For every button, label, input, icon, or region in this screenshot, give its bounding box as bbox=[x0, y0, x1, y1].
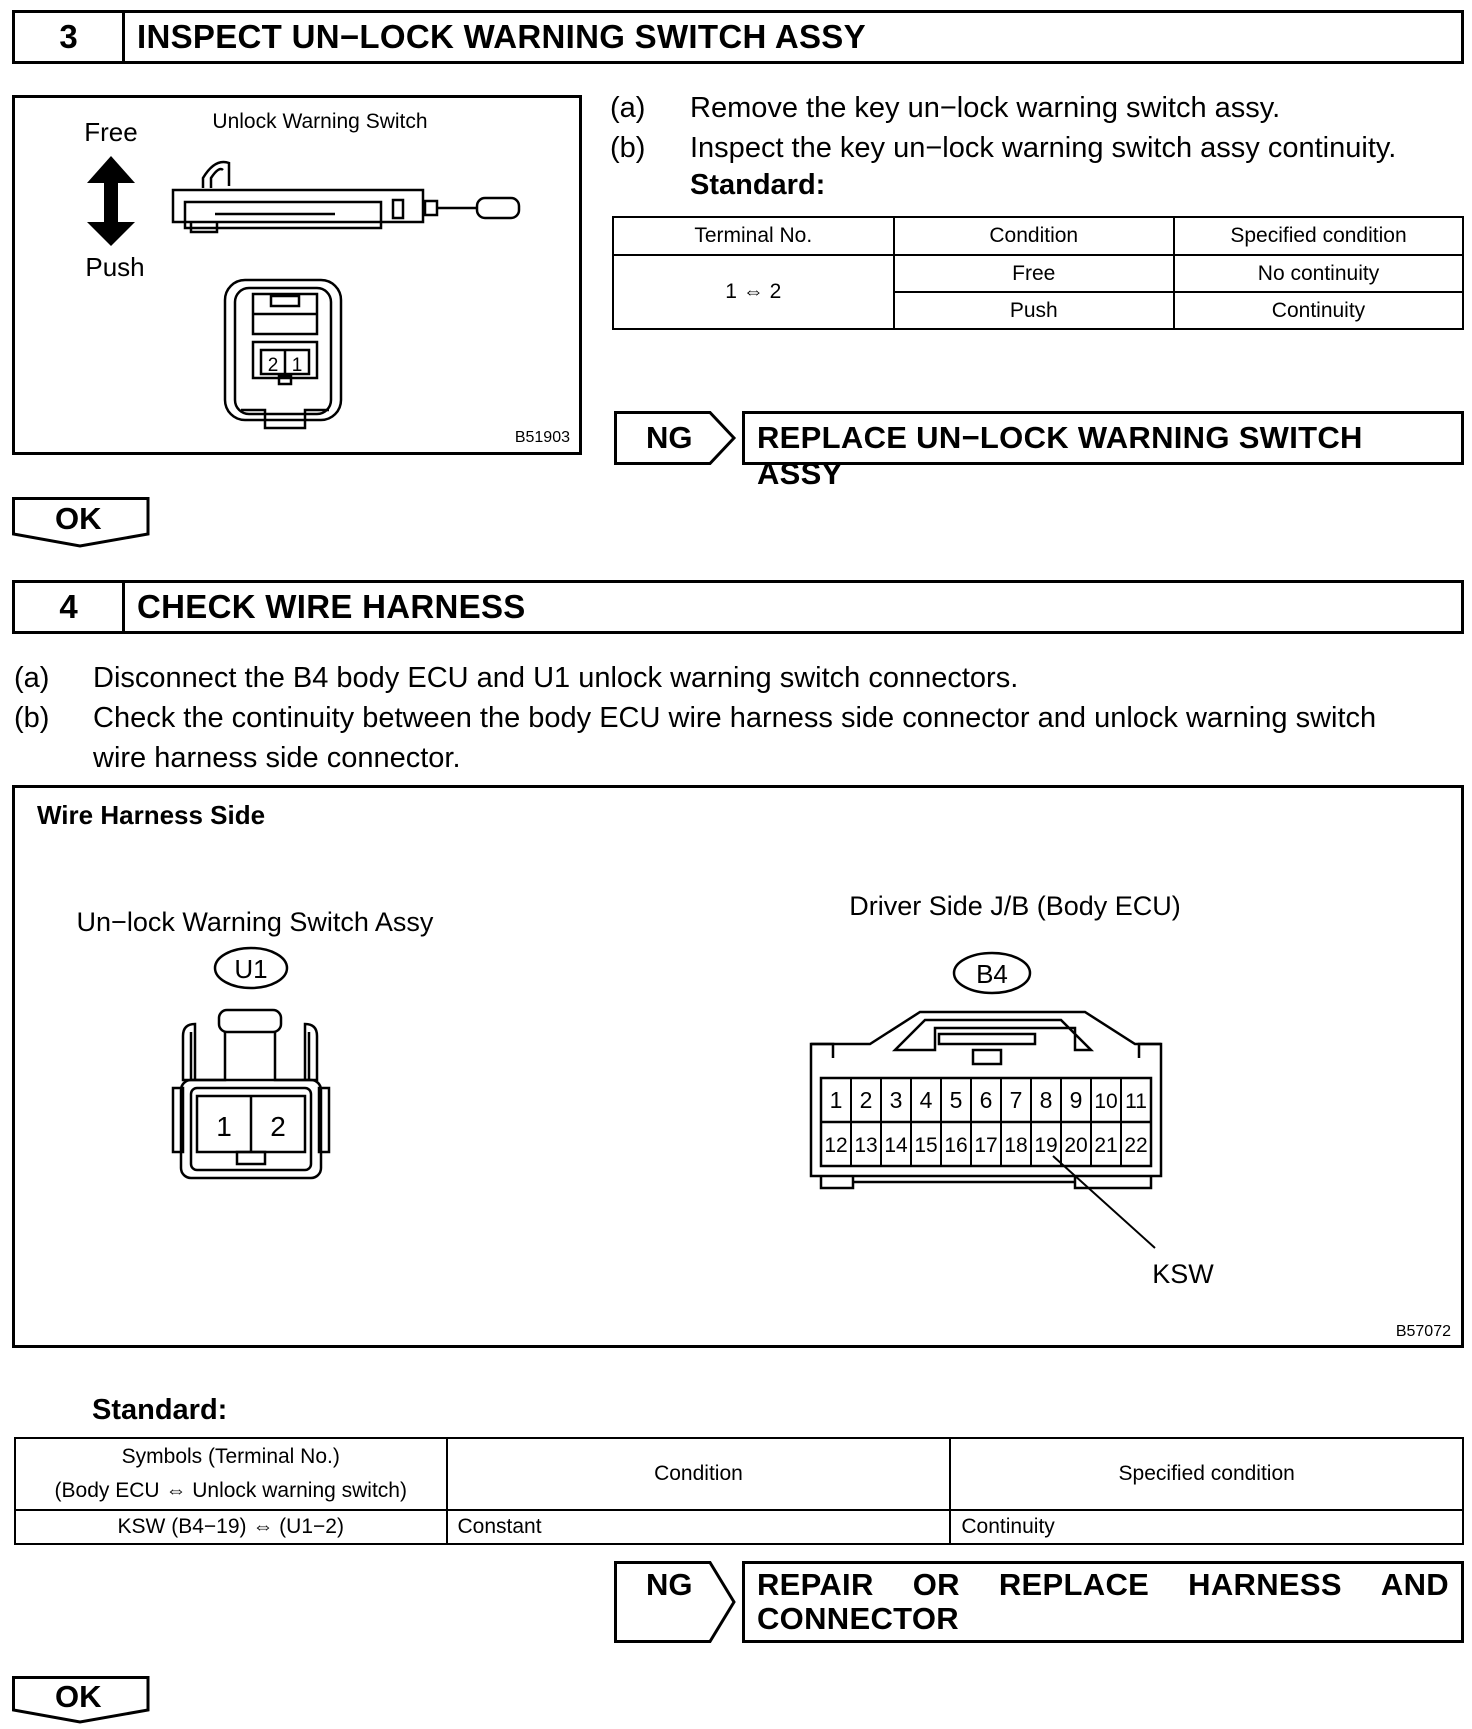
step3-instruction-a-text: Remove the key un−lock warning switch assy. bbox=[690, 92, 1281, 124]
ng-action-line2: CONNECTOR bbox=[757, 1601, 959, 1636]
step3-ok-label: OK bbox=[55, 501, 102, 536]
header-condition: Condition bbox=[894, 217, 1175, 255]
pin-2-label: 2 bbox=[267, 355, 279, 376]
header-condition-4: Condition bbox=[447, 1438, 951, 1510]
free-label: Free bbox=[84, 117, 138, 147]
u1-caption: Un−lock Warning Switch Assy bbox=[76, 907, 434, 937]
b4-pin-17: 17 bbox=[974, 1134, 998, 1157]
row-symbol: KSW (B4−19) ⇔ (U1−2) bbox=[15, 1510, 447, 1544]
header-symbols-line2: (Body ECU ⇔ Unlock warning switch) bbox=[54, 1479, 407, 1502]
b4-id: B4 bbox=[976, 959, 1008, 989]
b4-pin-1: 1 bbox=[829, 1087, 843, 1113]
step4-header bbox=[12, 580, 1464, 634]
pin-1-label: 1 bbox=[291, 355, 303, 376]
row-condition: Constant bbox=[447, 1510, 951, 1544]
header-terminal: Terminal No. bbox=[613, 217, 894, 255]
step4-title: CHECK WIRE HARNESS bbox=[137, 588, 526, 625]
b4-pin-18: 18 bbox=[1004, 1134, 1028, 1157]
step4-instruction-a-text: Disconnect the B4 body ECU and U1 unlock warning switch connectors. bbox=[93, 662, 1019, 694]
step3-ng-result bbox=[614, 411, 1464, 491]
b4-pin-20: 20 bbox=[1064, 1134, 1088, 1157]
b4-pin-22: 22 bbox=[1124, 1134, 1148, 1157]
step4-instruction-b bbox=[14, 698, 1466, 738]
step3-header bbox=[12, 10, 1464, 64]
switch-figure bbox=[12, 95, 582, 455]
figure-caption: Unlock Warning Switch bbox=[212, 110, 428, 133]
step4-spec-table bbox=[14, 1437, 1464, 1545]
b4-pin-11: 11 bbox=[1125, 1090, 1147, 1113]
figure-code: B51903 bbox=[514, 429, 570, 446]
step4-instruction-b-cont-text: wire harness side connector. bbox=[93, 742, 461, 774]
push-label: Push bbox=[85, 252, 145, 282]
step3-ng-action: REPLACE UN−LOCK WARNING SWITCH ASSY bbox=[742, 411, 1464, 465]
step4-standard-label: Standard: bbox=[92, 1394, 228, 1426]
step3-spec-table bbox=[612, 216, 1464, 330]
step4-instruction-a-label: (a) bbox=[14, 662, 50, 694]
b4-pin-15: 15 bbox=[914, 1134, 938, 1157]
step3-standard-label: Standard: bbox=[690, 169, 826, 201]
u1-pin-2: 2 bbox=[270, 1111, 286, 1142]
ng-word-2: OR bbox=[912, 1567, 960, 1602]
switch-side-view bbox=[173, 162, 519, 232]
b4-pin-19: 19 bbox=[1034, 1134, 1058, 1157]
step3-instruction-b-text: Inspect the key un−lock warning switch assy continuity. bbox=[690, 132, 1397, 164]
ng-word-1: REPAIR bbox=[757, 1567, 874, 1602]
step3-instruction-b bbox=[610, 128, 1470, 168]
ng-word-4: HARNESS bbox=[1188, 1567, 1342, 1602]
header-symbols-line1: Symbols (Terminal No.) bbox=[121, 1445, 340, 1468]
row2-condition: Push bbox=[894, 292, 1175, 329]
header-specified: Specified condition bbox=[1174, 217, 1463, 255]
step4-ng-label: NG bbox=[646, 1567, 693, 1602]
ng-word-5: AND bbox=[1380, 1567, 1449, 1602]
ksw-leader-line bbox=[1053, 1156, 1155, 1248]
row2-specified: Continuity bbox=[1174, 292, 1463, 329]
ksw-label: KSW bbox=[1152, 1259, 1214, 1289]
b4-pin-3: 3 bbox=[889, 1087, 903, 1113]
harness-figure-code: B57072 bbox=[1395, 1323, 1451, 1340]
b4-pin-21: 21 bbox=[1094, 1134, 1118, 1157]
step3-ng-label: NG bbox=[646, 420, 693, 455]
harness-diagram bbox=[15, 788, 1461, 1345]
b4-pin-4: 4 bbox=[919, 1087, 933, 1113]
b4-pin-9: 9 bbox=[1069, 1087, 1083, 1113]
harness-figure bbox=[12, 785, 1464, 1348]
b4-pin-6: 6 bbox=[979, 1087, 993, 1113]
switch-connector bbox=[225, 280, 341, 428]
step3-ok-result bbox=[12, 497, 152, 549]
b4-pin-5: 5 bbox=[949, 1087, 963, 1113]
u1-pin-1: 1 bbox=[216, 1111, 232, 1142]
b4-pin-2: 2 bbox=[859, 1087, 873, 1113]
step3-number: 3 bbox=[15, 13, 125, 61]
step4-instruction-b-label: (b) bbox=[14, 702, 50, 734]
b4-pin-8: 8 bbox=[1039, 1087, 1053, 1113]
step4-instruction-b-text: Check the continuity between the body ECU wire harness side connector and unlock warning switch bbox=[93, 702, 1377, 734]
step3-instruction-a bbox=[610, 88, 1460, 128]
header-specified-4: Specified condition bbox=[950, 1438, 1463, 1510]
step4-ng-result bbox=[614, 1561, 1464, 1643]
b4-pin-16: 16 bbox=[944, 1134, 968, 1157]
harness-figure-title: Wire Harness Side bbox=[37, 800, 266, 830]
step4-instruction-a bbox=[14, 658, 1464, 698]
double-arrow-icon bbox=[87, 156, 135, 246]
row1-specified: No continuity bbox=[1174, 255, 1463, 292]
b4-pin-10: 10 bbox=[1094, 1090, 1118, 1113]
terminal-cell: 1 ⇔ 2 bbox=[613, 255, 894, 329]
b4-caption: Driver Side J/B (Body ECU) bbox=[849, 891, 1181, 921]
u1-connector bbox=[173, 1010, 329, 1178]
row1-condition: Free bbox=[894, 255, 1175, 292]
switch-diagram bbox=[15, 98, 579, 452]
step4-instruction-b-cont bbox=[14, 738, 1464, 778]
step3-instruction-b-label: (b) bbox=[610, 132, 646, 164]
b4-pin-14: 14 bbox=[884, 1134, 908, 1157]
step4-ok-result bbox=[12, 1676, 152, 1724]
step4-ng-action bbox=[742, 1561, 1464, 1643]
u1-id: U1 bbox=[234, 954, 268, 984]
step4-number: 4 bbox=[15, 583, 125, 631]
ng-word-3: REPLACE bbox=[998, 1567, 1150, 1602]
b4-pin-13: 13 bbox=[854, 1134, 878, 1157]
step4-ok-label: OK bbox=[55, 1679, 102, 1714]
header-symbols bbox=[15, 1438, 447, 1510]
step3-title: INSPECT UN−LOCK WARNING SWITCH ASSY bbox=[137, 18, 866, 55]
row-specified: Continuity bbox=[950, 1510, 1463, 1544]
ng-action-line1 bbox=[757, 1568, 1449, 1602]
step3-instruction-a-label: (a) bbox=[610, 92, 646, 124]
b4-pin-12: 12 bbox=[824, 1134, 848, 1157]
b4-pin-7: 7 bbox=[1009, 1087, 1023, 1113]
